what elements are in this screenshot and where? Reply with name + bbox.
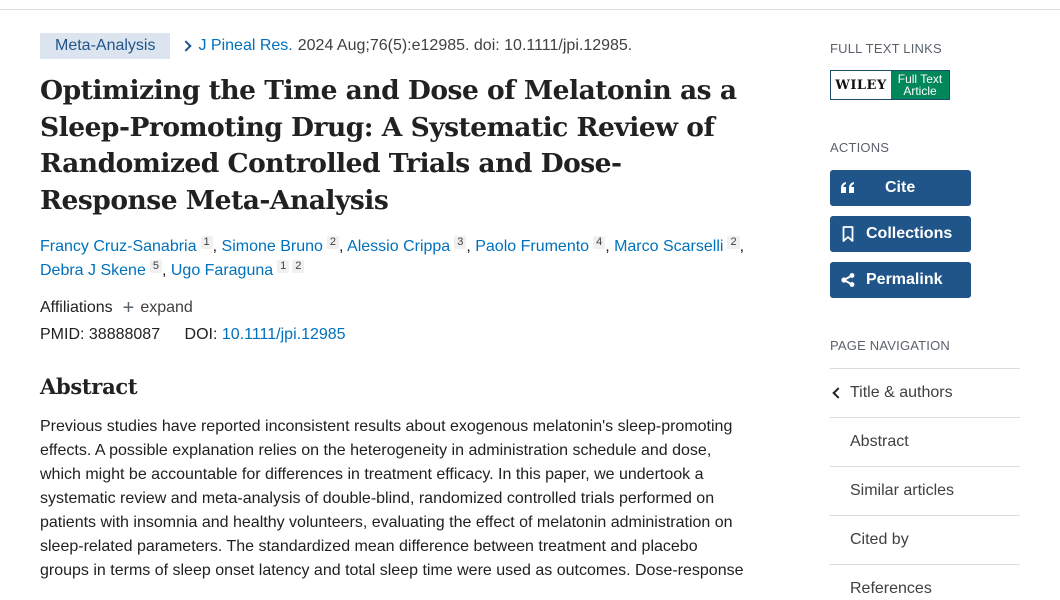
abstract-line: effects. A possible explanation relies on the heterogeneity in administration schedule and dose,	[40, 442, 712, 459]
abstract-heading: Abstract	[40, 374, 138, 399]
author-item: Francy Cruz-Sanabria 1 ,	[40, 236, 222, 255]
abstract-line: sleep-related parameters. The standardized mean difference between treatment and placebo	[40, 538, 698, 555]
page-navigation-list	[830, 368, 1020, 600]
collections-button[interactable]	[830, 216, 971, 252]
header-divider	[0, 9, 1060, 10]
article-title: Optimizing the Time and Dose of Melatonin as a Sleep-Promoting Drug: A Systematic Review of Randomized Controlled Trials and Dose-Response Meta-Analysis	[40, 75, 737, 216]
affiliation-ref[interactable]: 4	[593, 236, 605, 249]
author-link[interactable]: Francy Cruz-Sanabria	[40, 238, 197, 255]
author-list	[40, 235, 770, 283]
author-item: Paolo Frumento 4 ,	[475, 236, 615, 255]
affiliations-label: Affiliations	[40, 299, 113, 316]
pmid-value: 38888087	[88, 326, 161, 343]
permalink-button[interactable]	[830, 262, 971, 298]
author-link[interactable]: Simone Bruno	[221, 238, 323, 255]
affiliation-ref[interactable]: 2	[327, 236, 339, 249]
affiliation-ref[interactable]: 5	[150, 260, 162, 273]
author-link[interactable]: Alessio Crippa	[347, 238, 451, 255]
author-link[interactable]: Debra J Skene	[40, 262, 146, 279]
affiliation-ref[interactable]: 3	[454, 236, 466, 249]
journal-link[interactable]: J Pineal Res.	[198, 37, 293, 54]
plus-icon: +	[122, 297, 135, 319]
affiliation-ref[interactable]: 2	[292, 260, 304, 273]
full-text-article-label	[891, 71, 949, 99]
nav-item-label: References	[850, 580, 932, 597]
doi-label: DOI:	[184, 326, 218, 343]
doi-link[interactable]: 10.1111/jpi.12985	[221, 326, 346, 343]
expand-label[interactable]: expand	[140, 299, 193, 316]
affiliation-ref[interactable]: 1	[277, 260, 289, 273]
nav-item-label: Cited by	[850, 531, 909, 548]
nav-item-label: Similar articles	[850, 482, 955, 499]
abstract-line: systematic review and meta-analysis of double-blind, randomized controlled trials performed on	[40, 490, 715, 507]
collections-label: Collections	[866, 225, 953, 242]
bookmark-icon	[830, 226, 866, 242]
cite-button[interactable]	[830, 170, 971, 206]
nav-item-similar-articles[interactable]	[830, 467, 1020, 516]
affiliation-ref[interactable]: 1	[201, 236, 213, 249]
wiley-logo: WILEY	[831, 71, 891, 99]
page-navigation-heading: PAGE NAVIGATION	[830, 338, 951, 353]
chevron-left-icon	[832, 387, 843, 398]
author-item: Simone Bruno 2 ,	[221, 236, 348, 255]
abstract-line: patients with insomnia and healthy volunteers, evaluating the effect of melatonin administration on	[40, 514, 733, 531]
nav-item-title-authors[interactable]	[830, 369, 1020, 418]
author-item: Marco Scarselli 2 ,	[614, 236, 745, 255]
abstract-line: which might be accountable for differences in treatment efficacy. In this paper, we undertook a	[40, 466, 704, 483]
full-text-links-heading: FULL TEXT LINKS	[830, 41, 942, 56]
cite-label: Cite	[885, 179, 916, 196]
nav-item-label: Abstract	[850, 433, 909, 450]
publication-type-badge: Meta-Analysis	[40, 33, 170, 59]
citation-details: 2024 Aug;76(5):e12985. doi: 10.1111/jpi.12985.	[297, 37, 633, 54]
full-text-line2: Article	[903, 84, 937, 98]
nav-item-label: Title & authors	[850, 384, 953, 401]
affiliations-toggle[interactable]	[40, 297, 770, 319]
abstract-line: groups in terms of sleep onset latency and total sleep time were used as outcomes. Dose-response	[40, 562, 744, 579]
chevron-right-icon	[181, 40, 192, 51]
article-main	[40, 33, 770, 583]
abstract-line: Previous studies have reported inconsistent results about exogenous melatonin's sleep-promoting	[40, 418, 733, 435]
author-item: Debra J Skene 5 ,	[40, 260, 171, 279]
pmid-label: PMID:	[40, 326, 85, 343]
wiley-full-text-link[interactable]	[830, 70, 950, 100]
full-text-line1: Full Text	[897, 72, 943, 86]
author-link[interactable]: Paolo Frumento	[475, 238, 590, 255]
citation-line	[40, 33, 770, 59]
identifiers	[40, 324, 770, 346]
affiliation-ref[interactable]: 2	[727, 236, 739, 249]
author-link[interactable]: Ugo Faraguna	[170, 262, 274, 279]
abstract-text	[40, 415, 770, 583]
author-link[interactable]: Marco Scarselli	[614, 238, 724, 255]
share-icon	[830, 273, 866, 287]
author-item	[171, 262, 305, 279]
nav-item-abstract[interactable]	[830, 418, 1020, 467]
actions-heading: ACTIONS	[830, 140, 890, 155]
nav-item-cited-by[interactable]	[830, 516, 1020, 565]
permalink-label: Permalink	[866, 271, 943, 288]
author-item: Alessio Crippa 3 ,	[347, 236, 476, 255]
nav-item-references[interactable]	[830, 565, 1020, 600]
quote-icon	[830, 182, 866, 194]
